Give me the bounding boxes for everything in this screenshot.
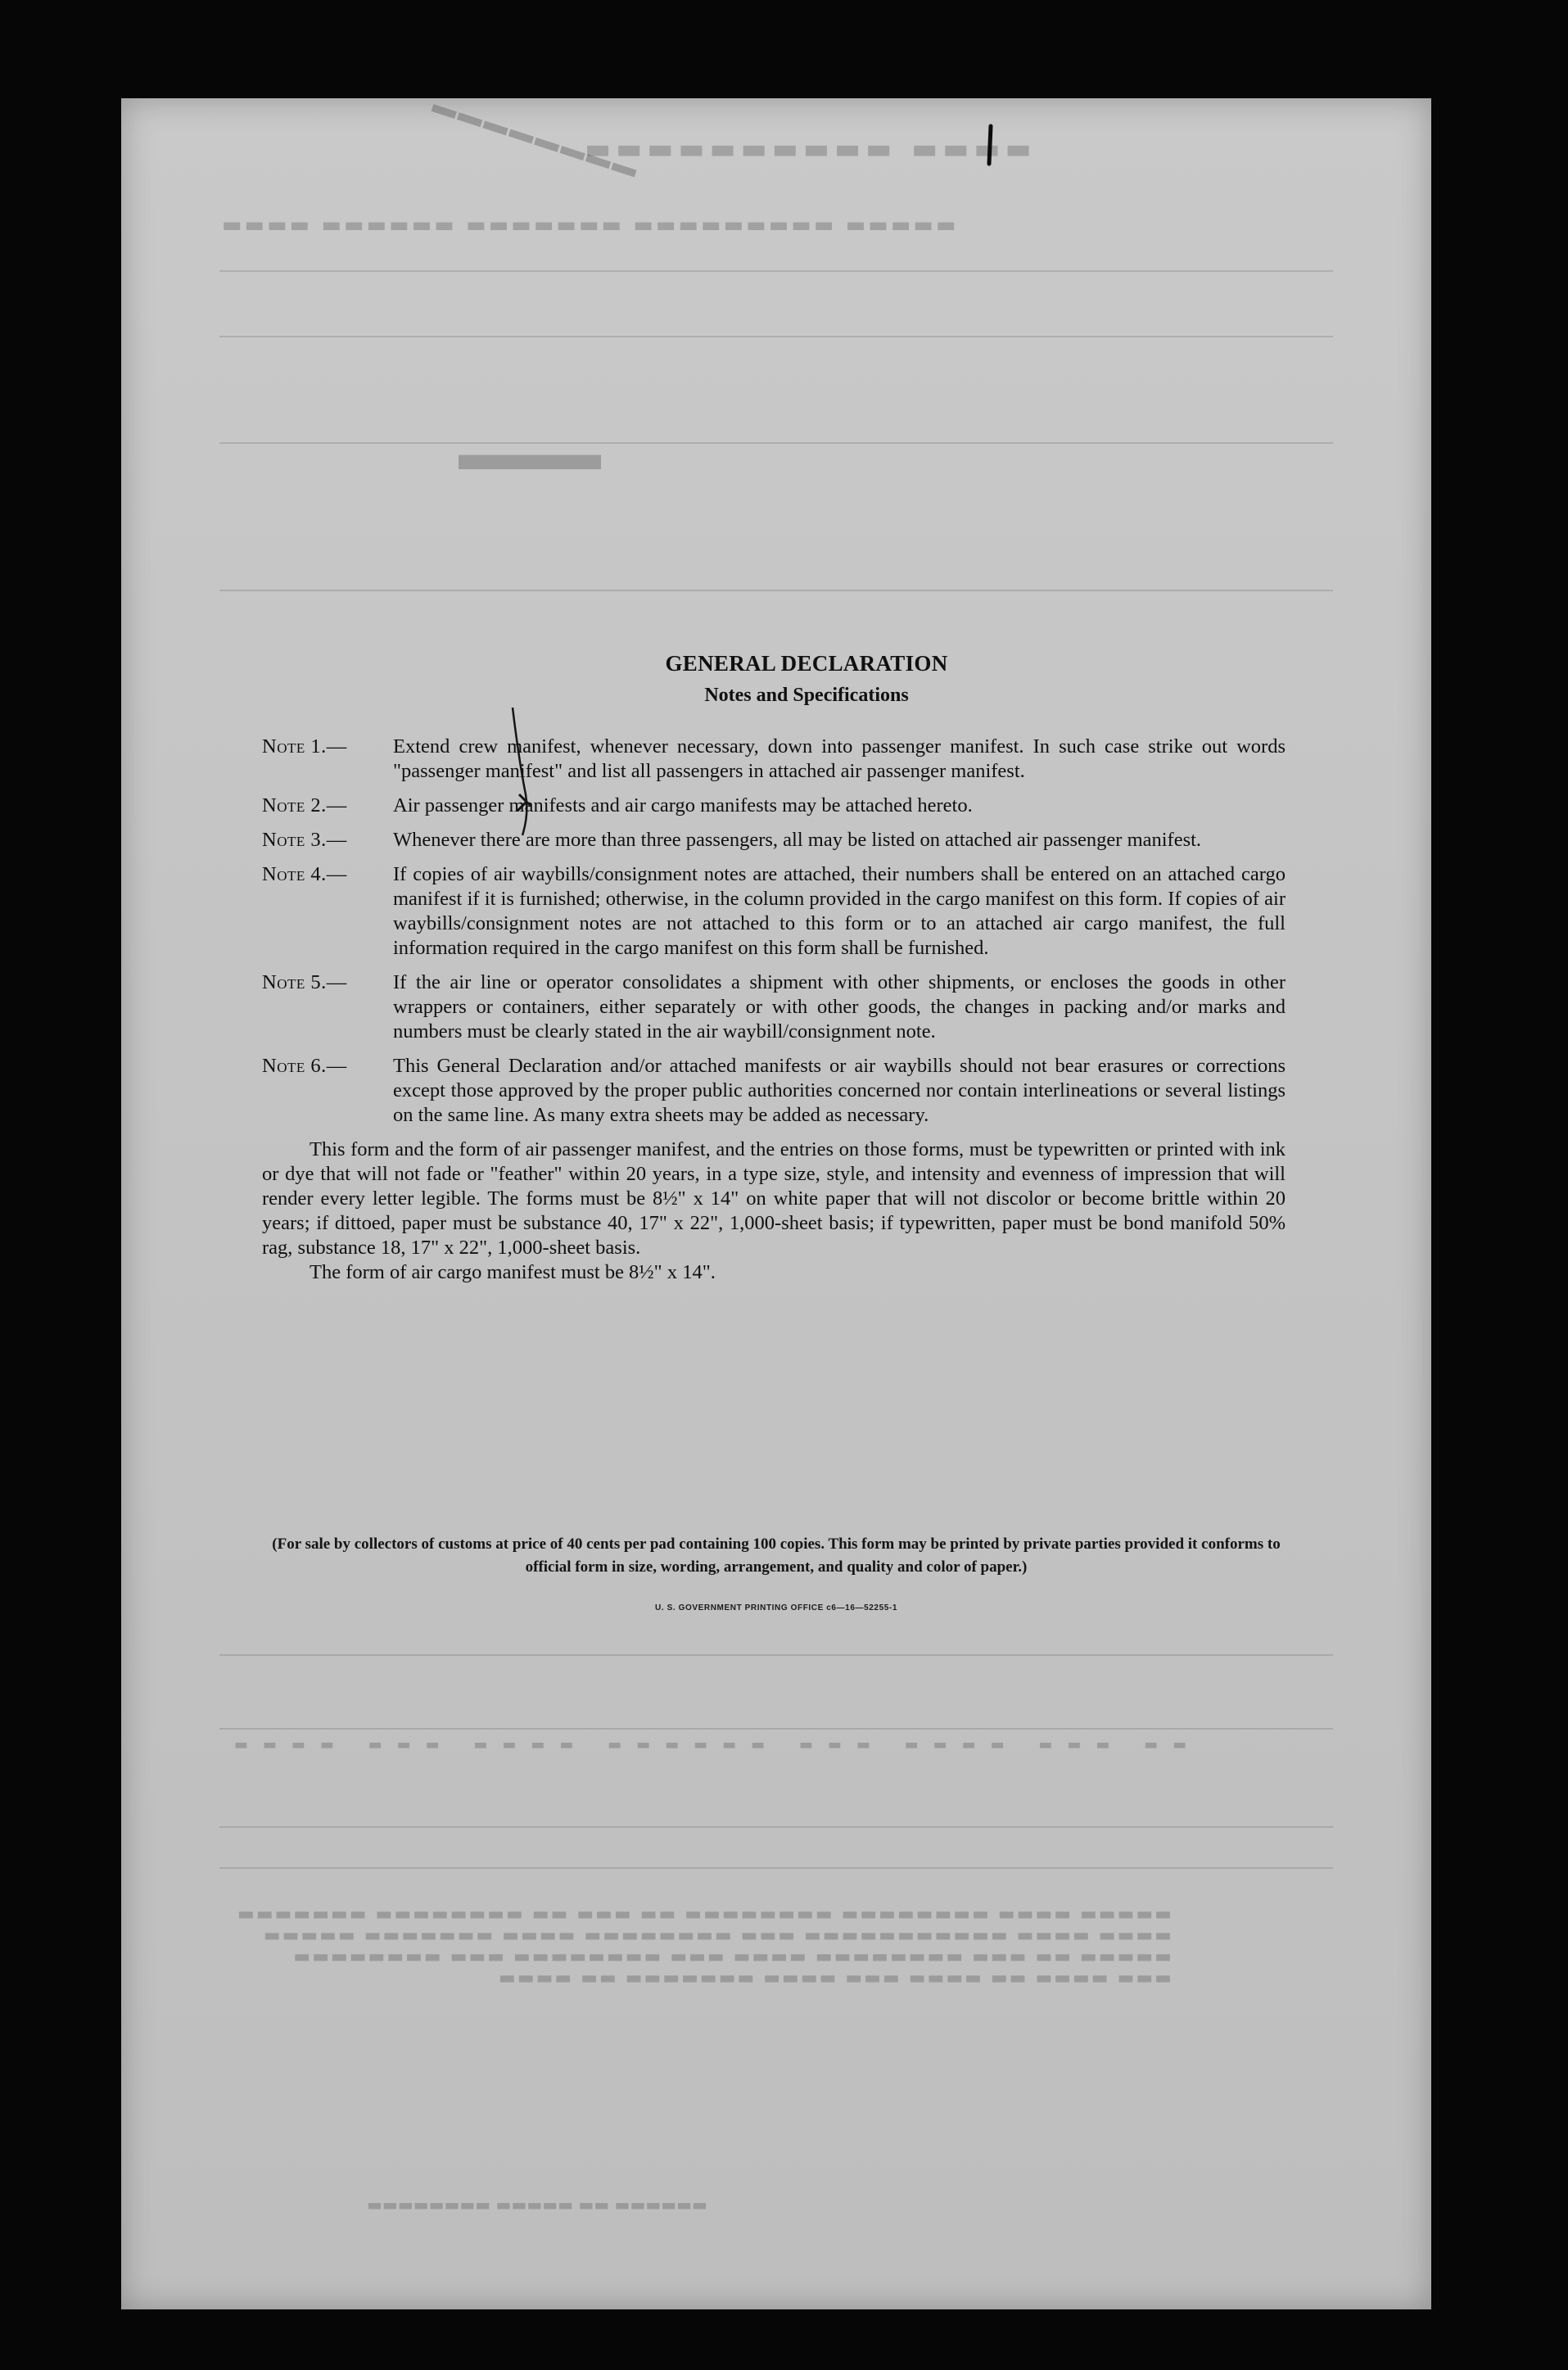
note-text: Extend crew manifest, whenever necessary, down into passenger manifest. In such case strike out words "passenger manifest" and list all passengers in attached air passenger manifest. bbox=[393, 735, 1286, 782]
note-6 bbox=[262, 1054, 1286, 1128]
faint-number-mark: ▬▬▬ bbox=[459, 427, 601, 480]
notes-section bbox=[262, 651, 1286, 1285]
bleed-through-rule bbox=[219, 336, 1333, 337]
note-label: Note 5.— bbox=[262, 971, 347, 993]
note-label: Note 4.— bbox=[262, 863, 347, 885]
note-1 bbox=[262, 735, 1286, 784]
note-text: If the air line or operator consolidates a shipment with other shipments, or encloses the goods in other wrappers or containers, either separately or with other goods, the changes in packing and/or marks and numbers must be clearly stated in the air waybill/consignment note. bbox=[393, 971, 1286, 1043]
note-text: If copies of air waybills/consignment notes are attached, their numbers shall be entered on an attached cargo manifest if it is furnished; otherwise, in the column provided in the cargo manifest on this form. If copies of air waybills/consignment notes are not attached to this form or to an attached air cargo manifest, the full information required in the cargo manifest on this form shall be furnished. bbox=[393, 863, 1286, 959]
note-text: This General Declaration and/or attached manifests or air waybills should not bear erasures or corrections except those approved by the proper public authorities concerned nor contain interlineations or several listings on the same line. As many extra sheets may be added as necessary. bbox=[393, 1055, 1286, 1126]
bleed-through-rule bbox=[219, 1867, 1333, 1869]
bleed-through-rule bbox=[219, 1728, 1333, 1730]
page-title: GENERAL DECLARATION bbox=[665, 651, 948, 676]
note-3 bbox=[262, 828, 1286, 853]
bleed-through-rule bbox=[219, 270, 1333, 272]
bleed-through-heading: ▬▬▬▬ ▬▬▬▬▬▬▬▬▬▬ bbox=[580, 133, 1032, 165]
cargo-manifest-size-line: The form of air cargo manifest must be 8½" x 14". bbox=[310, 1261, 716, 1283]
bleed-through-table: ▬▬ ▬▬▬ ▬▬▬▬ ▬▬▬ ▬▬▬▬▬▬ ▬▬▬▬ ▬▬▬ ▬▬▬▬ bbox=[219, 1736, 1187, 1753]
form-specification-paragraph: This form and the form of air passenger manifest, and the entries on those forms, must be typewritten or printed with ink or dye that will not fade or "feather" within 20 years, in a type size, style, and intensity and evenness of impression that will render every letter legible. The forms must be 8½" x 14" on white paper that will not discolor or become brittle within 20 years; if dittoed, paper must be substance 40, 17" x 22", 1,000-sheet basis; if typewritten, paper must be bond manifold 50% rag, substance 18, 17" x 22", 1,000-sheet basis. bbox=[262, 1138, 1286, 1259]
note-label: Note 1.— bbox=[262, 735, 347, 758]
note-text: Whenever there are more than three passengers, all may be listed on attached air passenger manifest. bbox=[393, 829, 1202, 851]
note-5 bbox=[262, 970, 1286, 1044]
note-label: Note 2.— bbox=[262, 794, 347, 816]
note-4 bbox=[262, 862, 1286, 961]
bleed-through-rule bbox=[219, 1826, 1333, 1828]
bleed-through-signature: ▬▬▬▬▬▬ ▬▬ ▬▬▬▬▬ ▬▬▬▬▬▬▬▬ bbox=[367, 2195, 707, 2214]
note-label: Note 3.— bbox=[262, 829, 347, 851]
faint-stamp-mark: ▬▬▬▬▬▬▬▬ bbox=[427, 90, 641, 183]
page-subtitle: Notes and Specifications bbox=[704, 685, 909, 706]
bleed-through-operator: ▬▬▬▬▬ ▬▬▬▬▬▬▬▬▬ ▬▬▬▬▬▬▬ ▬▬▬▬▬▬ ▬▬▬▬ bbox=[219, 213, 956, 237]
bleed-through-rule bbox=[219, 590, 1333, 591]
bleed-through-declaration: ▬▬▬▬▬ ▬▬▬▬ ▬▬▬▬▬▬▬▬ ▬▬▬▬▬▬▬▬ ▬▬ ▬▬▬ ▬▬ ▬▬▬▬▬▬▬▬ ▬▬▬▬▬▬▬ ▬▬▬▬ ▬▬▬▬ ▬▬▬▬▬▬▬▬▬▬▬ ▬▬▬ ▬▬▬▬▬▬▬▬ ▬▬▬▬ ▬▬▬▬▬▬▬ ▬▬▬▬▬ ▬▬▬▬▬ ▬▬ ▬▬▬ ▬▬▬▬▬▬▬▬ ▬▬▬▬ ▬▬▬ ▬▬▬▬▬▬▬▬ ▬▬▬ ▬▬▬▬▬▬▬▬ ▬▬▬ ▬▬▬▬ ▬▬ ▬▬▬▬ ▬▬▬ ▬▬▬▬ ▬▬▬▬▬▬▬ ▬▬ ▬▬▬▬ bbox=[236, 1904, 1172, 1988]
pen-mark-top bbox=[974, 123, 1007, 172]
note-label: Note 6.— bbox=[262, 1055, 347, 1077]
sale-note: (For sale by collectors of customs at price of 40 cents per pad containing 100 copies. This form may be printed by private parties provided it conforms to official form in size, wording, arrangement, and quality and color of paper.) bbox=[272, 1536, 1281, 1576]
note-text: Air passenger manifests and air cargo manifests may be attached hereto. bbox=[393, 794, 973, 816]
bleed-through-rule bbox=[219, 442, 1333, 444]
bleed-through-rule bbox=[219, 1654, 1333, 1656]
note-2 bbox=[262, 794, 1286, 818]
printer-line: U. S. GOVERNMENT PRINTING OFFICE c6—16—52255-1 bbox=[655, 1603, 897, 1612]
